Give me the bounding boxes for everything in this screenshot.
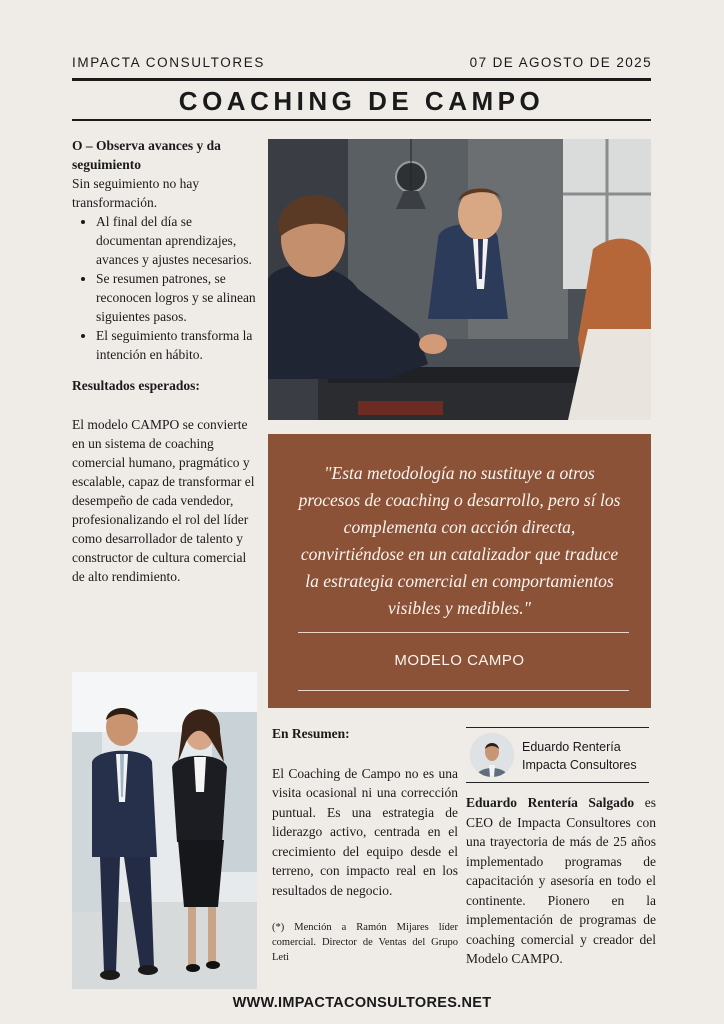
- summary-body: El Coaching de Campo no es una visita ocasional ni una corrección puntual. Es una estrategia de liderazgo activo, centrada en el crecimiento del equipo desde el terreno, con impacto real en los resultados de negocio.: [272, 765, 458, 898]
- author-rule-bottom: [466, 782, 649, 783]
- quote-box: [268, 434, 651, 708]
- summary-column: [272, 724, 458, 965]
- handshake-photo: [268, 139, 651, 420]
- summary-footnote: (*) Mención a Ramón Mijares líder comercial. Director de Ventas del Grupo Leti: [272, 922, 458, 963]
- pull-quote: "Esta metodología no sustituye a otros procesos de coaching o desarrollo, pero sí los complementa con acción directa, convirtiéndose en un catalizador que traduce la estrategia comercial en comportamientos visibles y medibles.": [298, 463, 621, 618]
- followup-list: [72, 212, 258, 364]
- section-intro: Sin seguimiento no hay transformación.: [72, 176, 200, 210]
- author-name: Eduardo Rentería: [522, 740, 621, 754]
- header-rule-top: [72, 78, 651, 81]
- header-rule-bottom: [72, 119, 651, 121]
- summary-title: En Resumen:: [272, 726, 350, 741]
- avatar: [470, 733, 514, 777]
- list-item: • El seguimiento transforma la intención en hábito.: [96, 326, 258, 364]
- results-title: Resultados esperados:: [72, 378, 200, 393]
- quote-attribution: MODELO CAMPO: [394, 652, 525, 669]
- walking-professionals-photo: [72, 672, 257, 989]
- author-company: Impacta Consultores: [522, 758, 637, 772]
- author-bio-text: es CEO de Impacta Consultores con una trayectoria de más de 25 años implementado programas de capacitación y asesoría en todo el continente. Pionero en la implementación de programas de coaching comercial y creador del Modelo CAMPO.: [466, 795, 656, 966]
- author-bio-name: Eduardo Rentería Salgado: [466, 795, 635, 810]
- website-link[interactable]: WWW.IMPACTACONSULTORES.NET: [232, 995, 492, 1011]
- quote-rule-bottom: [298, 690, 629, 691]
- list-item: • Al final del día se documentan aprendizajes, avances y ajustes necesarios.: [96, 212, 258, 269]
- section-heading: O – Observa avances y da seguimiento: [72, 138, 221, 172]
- author-rule-top: [466, 727, 649, 728]
- brand-name: IMPACTA CONSULTORES: [72, 55, 265, 70]
- left-column: [72, 136, 258, 586]
- page-title: COACHING DE CAMPO: [178, 86, 545, 116]
- quote-rule-top: [298, 632, 629, 633]
- results-body: El modelo CAMPO se convierte en un sistema de coaching comercial humano, pragmático y escalable, capaz de transformar el desempeño de cada vendedor, profesionalizando el rol del líder como desarrollador de talento y constructor de cultura comercial de alto rendimiento.: [72, 417, 255, 584]
- author-bio: [466, 793, 656, 969]
- issue-date: 07 DE AGOSTO DE 2025: [469, 55, 652, 70]
- list-item: • Se resumen patrones, se reconocen logros y se alinean siguientes pasos.: [96, 269, 258, 326]
